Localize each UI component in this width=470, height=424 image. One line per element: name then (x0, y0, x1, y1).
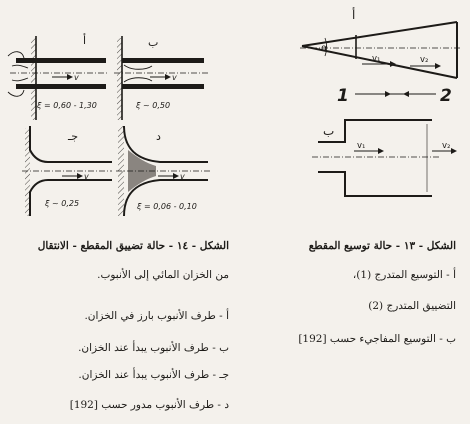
velocity-label-j: v (84, 172, 89, 181)
sudden-expansion-diagram (312, 120, 456, 196)
figure14-caption-d: د - طرف الأنبوب مدور حسب [192] (69, 399, 229, 411)
sudden-v1-label: v₁ (357, 141, 366, 151)
velocity-label-d: v (180, 172, 185, 181)
loss-coefficient-b: ξ ~ 0,50 (136, 101, 171, 110)
figure14-caption-line1: من الخزان المائي إلى الأنبوب. (97, 269, 229, 281)
angle-label: α (321, 43, 328, 54)
figure13-caption-a: أ - التوسيع المتدرج (1)، (352, 269, 456, 281)
inlet-flush-diagram (114, 36, 208, 120)
fig13-label-a: أ (352, 8, 356, 22)
loss-coefficient-a: ξ = 0,60 - 1,30 (37, 101, 97, 110)
loss-coefficient-d: ξ = 0,06 - 0,10 (137, 202, 197, 211)
section-1-label: 1 (337, 86, 349, 106)
fig14-label-d: د (156, 130, 161, 143)
velocity-label-b: v (172, 73, 177, 82)
velocity-v2-label: v₂ (420, 55, 429, 65)
figure14-caption-a: أ - طرف الأنبوب بارز في الخزان. (84, 310, 229, 322)
fig14-label-j: جـ (68, 130, 79, 143)
section-2-label: 2 (440, 86, 452, 106)
fig14-label-b: ب (148, 36, 159, 49)
loss-coefficient-j: ξ ~ 0,25 (45, 199, 80, 208)
figure14-caption-b: ب - طرف الأنبوب يبدأ عند الخزان. (78, 342, 229, 354)
inlet-chamfered-diagram (22, 126, 112, 216)
figure13-caption-title: الشكل - ١٣ - حالة توسيع المقطع (308, 240, 456, 252)
velocity-v1-label: v₁ (372, 54, 381, 64)
figure13-caption-a2: التضييق المتدرج (2) (368, 300, 456, 312)
inlet-protruding-diagram (8, 33, 108, 120)
fig13-label-b: ب (323, 124, 335, 138)
figure13-caption-b: ب - التوسيع المفاجيء حسب [192] (298, 333, 456, 345)
inlet-rounded-diagram (116, 126, 210, 216)
figure14-caption-title: الشكل - ١٤ - حالة تضييق المقطع - الانتقال (37, 240, 229, 252)
fig14-label-a: أ (83, 34, 87, 47)
velocity-label-a: v (74, 73, 79, 82)
sudden-v2-label: v₂ (442, 141, 451, 151)
figure14-caption-j: جـ - طرف الأنبوب يبدأ عند الخزان. (78, 369, 229, 381)
gradual-expansion-diagram (300, 7, 462, 106)
